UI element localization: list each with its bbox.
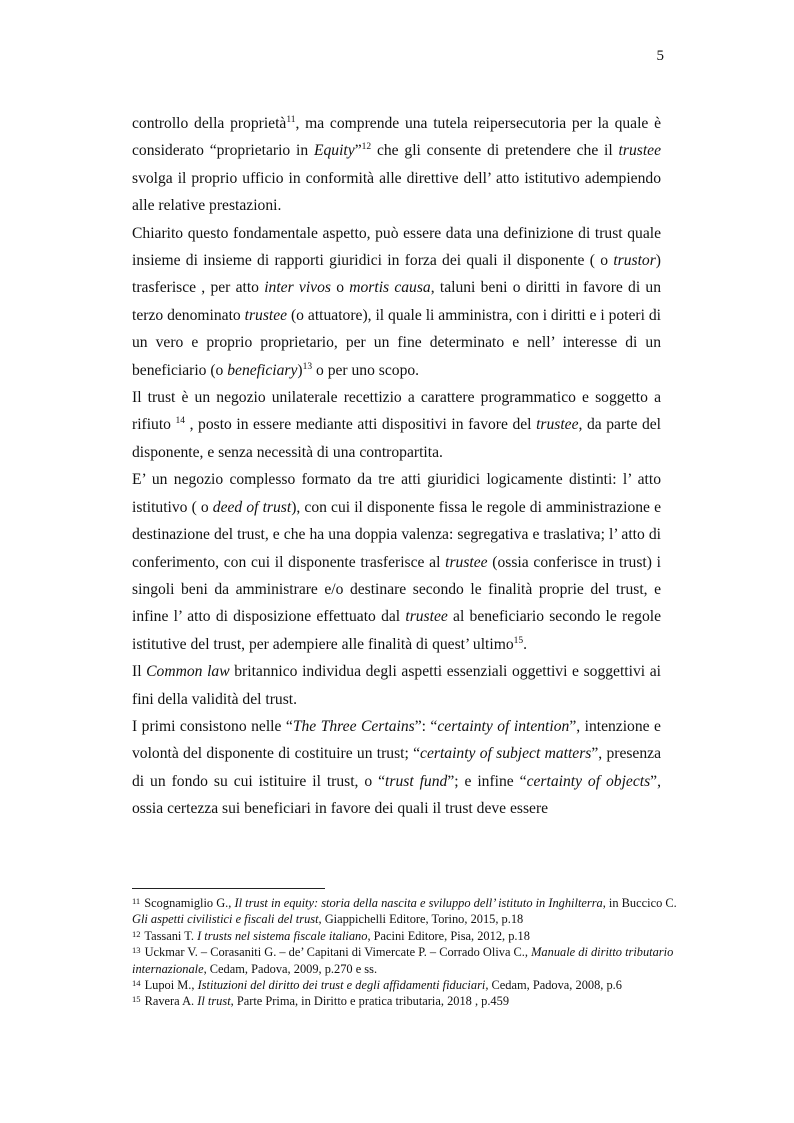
footnote — [132, 895, 692, 928]
italic-text: trustee — [405, 608, 448, 626]
text-run: ”; e infine “ — [447, 772, 527, 790]
italic-text: certainty of objects — [526, 772, 651, 790]
text-run: ), con cui il disponente fissa le regole di amministrazione e destinazione del trust, e che ha una doppia valenza: segregativa e traslativa; l’ atto di conferimento, con cui il disponente trasferisce al — [132, 498, 662, 571]
text-run: svolga il proprio ufficio in conformità alle direttive dell’ atto istitutivo adempiendo alle relative prestazioni. — [132, 169, 661, 215]
footnote-reference: 15 — [513, 635, 524, 646]
italic-text: certainty of subject matters — [420, 745, 592, 763]
paragraph — [132, 110, 661, 220]
italic-text: The Three Certains — [292, 717, 415, 735]
footnote — [132, 993, 692, 1009]
text-run: Chiarito questo fondamentale aspetto, può essere data una definizione di trust quale insieme di insieme di rapporti giuridici in forza dei quali il disponente ( o — [132, 224, 661, 270]
text-run: ) — [297, 361, 303, 379]
italic-text: trustee — [618, 142, 661, 160]
italic-text: mortis causa — [349, 279, 431, 297]
text-run: , Parte Prima, in Diritto e pratica tributaria, 2018 , p.459 — [230, 994, 510, 1009]
text-run: da parte del disponente, e senza necessità di una contropartita. — [132, 416, 661, 461]
text-run: Ravera A. — [141, 994, 198, 1009]
text-run: , Pacini Editore, Pisa, 2012, p.18 — [367, 928, 530, 943]
footnote-reference: 12 — [361, 142, 372, 153]
text-run: I primi consistono nelle “ — [132, 717, 293, 735]
italic-text: certainty of intention — [437, 717, 570, 735]
text-run: o per uno scopo. — [312, 361, 420, 379]
italic-text: Il trust in equity: storia della nascita e sviluppo dell’ istituto in Inghilterra — [234, 896, 603, 910]
text-run: (ossia conferisce in trust) i singoli beni da amministrare e/o destinare secondo le finalità proprie del trust, e infine l’ atto di disposizione effettuato dal — [132, 553, 661, 626]
text-run: o — [330, 279, 350, 297]
italic-text: beneficiary — [227, 361, 298, 379]
text-run: Tassani T. — [141, 928, 198, 943]
footnote-number: 14 — [132, 978, 141, 989]
italic-text: I trusts nel sistema fiscale italiano — [197, 928, 368, 943]
italic-text: trust fund — [385, 772, 448, 790]
footnote-separator — [132, 888, 325, 889]
text-run: ) trasferisce , per atto — [132, 252, 661, 297]
text-run: Scognamiglio G., — [141, 896, 235, 910]
footnote-reference: 14 — [175, 416, 186, 427]
text-run: Uckmar V. – Corasaniti G. – de’ Capitani di Vimercate P. – Corrado Oliva C., — [141, 945, 532, 960]
text-run: (o attuatore), il quale li amministra, con i diritti e i poteri di un vero e proprio proprietario, per un fine determinato e nell’ interesse di un beneficiario (o — [132, 306, 661, 379]
footnote-reference: 13 — [302, 361, 313, 372]
text-run: al beneficiario secondo le regole istitutive del trust, per adempiere alle finalità di quest’ ultimo — [132, 608, 661, 653]
italic-text: Equity — [313, 142, 355, 160]
text-run: britannico individua degli aspetti essenziali oggettivi e soggettivi ai fini della validità del trust. — [132, 663, 661, 708]
paragraph — [132, 220, 661, 384]
text-run: ” — [354, 142, 362, 160]
text-run: Il — [132, 663, 147, 681]
text-run: , taluni beni o diritti in favore di un terzo denominato — [132, 279, 662, 324]
italic-text: deed of trust — [212, 498, 292, 516]
footnotes — [132, 895, 692, 1010]
body-text — [132, 110, 661, 823]
text-run: , Cedam, Padova, 2009, p.270 e ss. — [203, 961, 378, 976]
text-run: ”: “ — [414, 717, 438, 735]
italic-text: Manuale di diritto tributario internazionale — [132, 945, 674, 976]
italic-text: trustee — [445, 553, 488, 571]
paragraph — [132, 384, 661, 466]
paragraph — [132, 658, 661, 713]
footnote-number: 11 — [132, 896, 141, 906]
italic-text: Gli aspetti civilistici e fiscali del trust — [132, 912, 319, 927]
paragraph — [132, 466, 661, 658]
text-run: controllo della proprietà — [132, 115, 287, 132]
text-run: Lupoi M., — [141, 978, 198, 993]
text-run: ”, presenza di un fondo su cui istituire il trust, o “ — [132, 745, 661, 790]
page-number: 5 — [656, 48, 664, 64]
text-run: ”, ossia certezza sui beneficiari in favore dei quali il trust deve essere — [132, 772, 661, 818]
text-run: . — [523, 635, 528, 653]
italic-text: Istituzioni del diritto dei trust e degli affidamenti fiduciari — [197, 978, 486, 993]
footnote-number: 12 — [132, 928, 141, 939]
text-run: , in Buccico C. — [602, 896, 677, 910]
footnote — [132, 944, 692, 977]
text-run: ”, intenzione e volontà del disponente di costituire un trust; “ — [132, 717, 661, 763]
text-run: , posto in essere mediante atti dispositivi in favore del — [185, 416, 537, 434]
text-run: Il trust è un negozio unilaterale recettizio a carattere programmatico e soggetto a rifiuto — [132, 389, 661, 434]
italic-text: trustee — [244, 306, 288, 324]
text-run: , Cedam, Padova, 2008, p.6 — [485, 978, 622, 993]
italic-text: trustee, — [536, 416, 583, 434]
text-run: che gli consente di pretendere che il — [371, 142, 619, 160]
italic-text: inter vivos — [264, 279, 331, 297]
italic-text: trustor — [613, 252, 656, 270]
italic-text: Il trust — [197, 994, 231, 1009]
footnote — [132, 977, 692, 993]
text-run: , ma comprende una tutela reipersecutoria per la quale è considerato “proprietario in — [132, 115, 661, 160]
footnote-number: 15 — [132, 994, 141, 1005]
paragraph — [132, 713, 661, 823]
footnote — [132, 928, 692, 944]
italic-text: Common law — [146, 663, 230, 681]
footnote-reference: 11 — [286, 115, 296, 125]
text-run: , Giappichelli Editore, Torino, 2015, p.18 — [318, 912, 524, 927]
footnote-number: 13 — [132, 945, 141, 956]
text-run: E’ un negozio complesso formato da tre atti giuridici logicamente distinti: l’ atto istitutivo ( o — [132, 471, 661, 516]
